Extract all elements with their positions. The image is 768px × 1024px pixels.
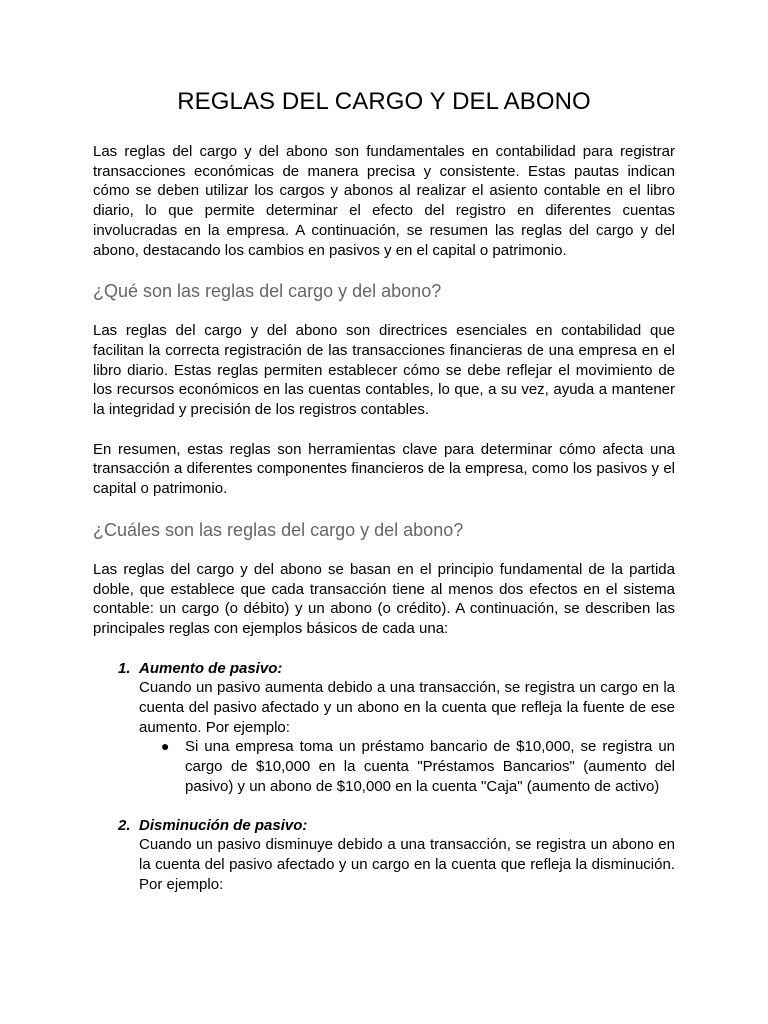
rule-description: Cuando un pasivo aumenta debido a una transacción, se registra un cargo en la cuenta del pasivo afectado y un abono en la cuenta que refleja la fuente de ese aumento. Por ejemplo: <box>139 679 675 736</box>
rule-item-decrease-liability <box>93 816 675 895</box>
rule-heading: Aumento de pasivo: <box>139 659 283 677</box>
section-what-paragraph-2: En resumen, estas reglas son herramientas clave para determinar cómo afecta una transacción a diferentes componentes financieros de la empresa, como los pasivos y el capital o patrimonio. <box>93 440 675 498</box>
rule-item-increase-liability <box>93 659 675 797</box>
document-title: REGLAS DEL CARGO Y DEL ABONO <box>177 88 591 115</box>
bullet-icon: ● <box>161 738 170 755</box>
rules-list <box>93 659 675 895</box>
rule-number: 2. <box>118 816 131 834</box>
rule-examples-list <box>139 737 675 796</box>
section-what-paragraph-1: Las reglas del cargo y del abono son directrices esenciales en contabilidad que facilitan la correcta registración de las transacciones financieras de una empresa en el libro diario. Estas reglas permiten establecer cómo se debe reflejar el movimiento de los recursos económicos en las cuentas contables, lo que, a su vez, ayuda a mantener la integridad y precisión de los registros contables. <box>93 322 675 419</box>
rule-heading: Disminución de pasivo: <box>139 816 308 834</box>
rule-number: 1. <box>118 659 131 677</box>
section-heading-which: ¿Cuáles son las reglas del cargo y del abono? <box>93 519 464 540</box>
section-heading-what: ¿Qué son las reglas del cargo y del abono? <box>93 281 442 302</box>
rule-description: Cuando un pasivo disminuye debido a una transacción, se registra un abono en la cuenta del pasivo afectado y un cargo en la cuenta que refleja la disminución. Por ejemplo: <box>139 836 675 893</box>
intro-paragraph: Las reglas del cargo y del abono son fundamentales en contabilidad para registrar transacciones económicas de manera precisa y consistente. Estas pautas indican cómo se deben utilizar los cargos y abonos al realizar el asiento contable en el libro diario, lo que permite determinar el efecto del registro en diferentes cuentas involucradas en la empresa. A continuación, se resumen las reglas del cargo y del abono, destacando los cambios en pasivos y en el capital o patrimonio. <box>93 143 675 259</box>
section-which-paragraph-1: Las reglas del cargo y del abono se basan en el principio fundamental de la partida doble, que establece que cada transacción tiene al menos dos efectos en el sistema contable: un cargo (o débito) y un abono (o crédito). A continuación, se describen las principales reglas con ejemplos básicos de cada una: <box>93 560 675 637</box>
rule-example-text: Si una empresa toma un préstamo bancario de $10,000, se registra un cargo de $10,000 en la cuenta "Préstamos Bancarios" (aumento del pasivo) y un abono de $10,000 en la cuenta "Caja" (aumento de activo) <box>185 738 675 795</box>
rule-example-item <box>139 737 675 796</box>
